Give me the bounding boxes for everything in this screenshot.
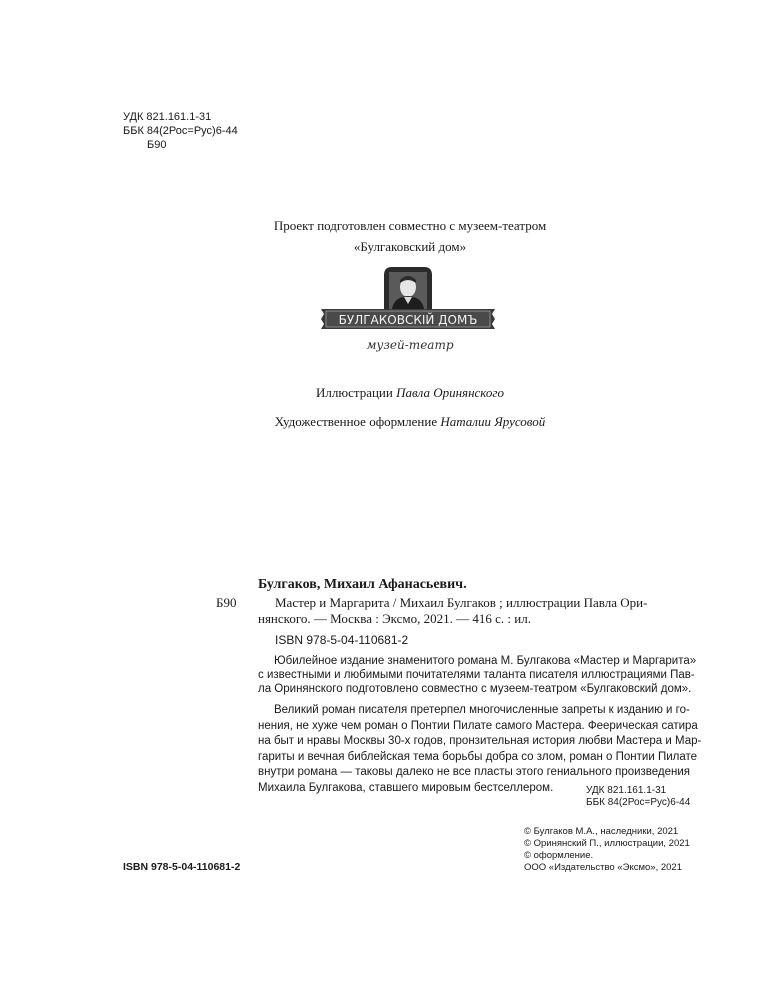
author-mark: Б90	[147, 139, 167, 151]
annotation-line: нения, не хуже чем роман о Понтии Пилате самого Мастера. Феерическая сатира	[258, 719, 698, 732]
copyright-block	[524, 826, 690, 874]
design-name: Наталии Ярусовой	[440, 414, 546, 429]
annotation-line: с известными и любимыми почитателями таланта писателя иллюстрациями Пав-	[258, 669, 695, 681]
annotation-line: Михаила Булгакова, ставшего мировым бестселлером.	[258, 781, 554, 794]
udk-code: УДК 821.161.1-31	[123, 111, 212, 123]
annotation-line: на быт и нравы Москвы 30-х годов, пронзительная история любви Мастера и Мар-	[258, 735, 702, 747]
catalog-classification	[586, 785, 690, 809]
illustrations-label: Иллюстрации	[316, 385, 393, 400]
illustrations-credit	[220, 385, 600, 401]
project-statement	[220, 218, 600, 255]
catalog-mark: Б90	[216, 595, 237, 610]
catalog-entry-line: нянского. — Москва : Эксмо, 2021. — 416 с. : ил.	[258, 611, 531, 626]
annotation-1	[258, 654, 696, 696]
catalog-entry-line: Мастер и Маргарита / Михаил Булгаков ; иллюстрации Павла Ори-	[275, 595, 648, 610]
logo-banner	[321, 309, 495, 329]
copyright-line: ООО «Издательство «Эксмо», 2021	[524, 862, 682, 873]
catalog-bbk: ББК 84(2Рос=Рус)6-44	[586, 797, 691, 808]
annotation-line: гариты и вечная библейская тема борьбы добра со злом, роман о Понтии Пилате	[258, 750, 698, 763]
copyright-line: © Оринянский П., иллюстрации, 2021	[524, 838, 690, 849]
annotation-2	[258, 703, 701, 796]
logo-subtitle: музей-театр	[366, 338, 454, 352]
annotation-line: Юбилейное издание знаменитого романа М. Булгакова «Мастер и Маргарита»	[274, 655, 697, 667]
annotation-line: Великий роман писателя претерпел многочисленные запреты к изданию и го-	[274, 704, 690, 716]
design-credit	[220, 414, 600, 430]
project-line-1: Проект подготовлен совместно с музеем-театром	[273, 218, 547, 233]
illustrations-name: Павла Оринянского	[396, 385, 504, 400]
footer-isbn: ISBN 978-5-04-110681-2	[123, 861, 241, 873]
catalog-udk: УДК 821.161.1-31	[586, 785, 667, 796]
design-label: Художественное оформление	[274, 414, 438, 429]
bbk-code: ББК 84(2Рос=Рус)6-44	[123, 125, 238, 137]
annotation-line: ла Оринянского подготовлено совместно с музеем-театром «Булгаковский дом».	[258, 683, 692, 695]
logo-name: БУЛГАКОВСКIЙ ДОМЪ	[338, 313, 478, 327]
classification-block	[123, 110, 238, 152]
catalog-author: Булгаков, Михаил Афанасьевич.	[258, 577, 467, 592]
project-line-2: «Булгаковский дом»	[353, 239, 467, 254]
catalog-isbn: ISBN 978-5-04-110681-2	[275, 633, 409, 647]
annotation-line: внутри романа — таковы далеко не все пласты этого гениального произведения	[258, 766, 691, 778]
copyright-line: © оформление.	[524, 850, 594, 861]
portrait-icon	[384, 267, 432, 309]
catalog-entry	[258, 595, 648, 627]
bulgakov-house-logo	[318, 263, 498, 359]
copyright-line: © Булгаков М.А., наследники, 2021	[524, 826, 679, 837]
